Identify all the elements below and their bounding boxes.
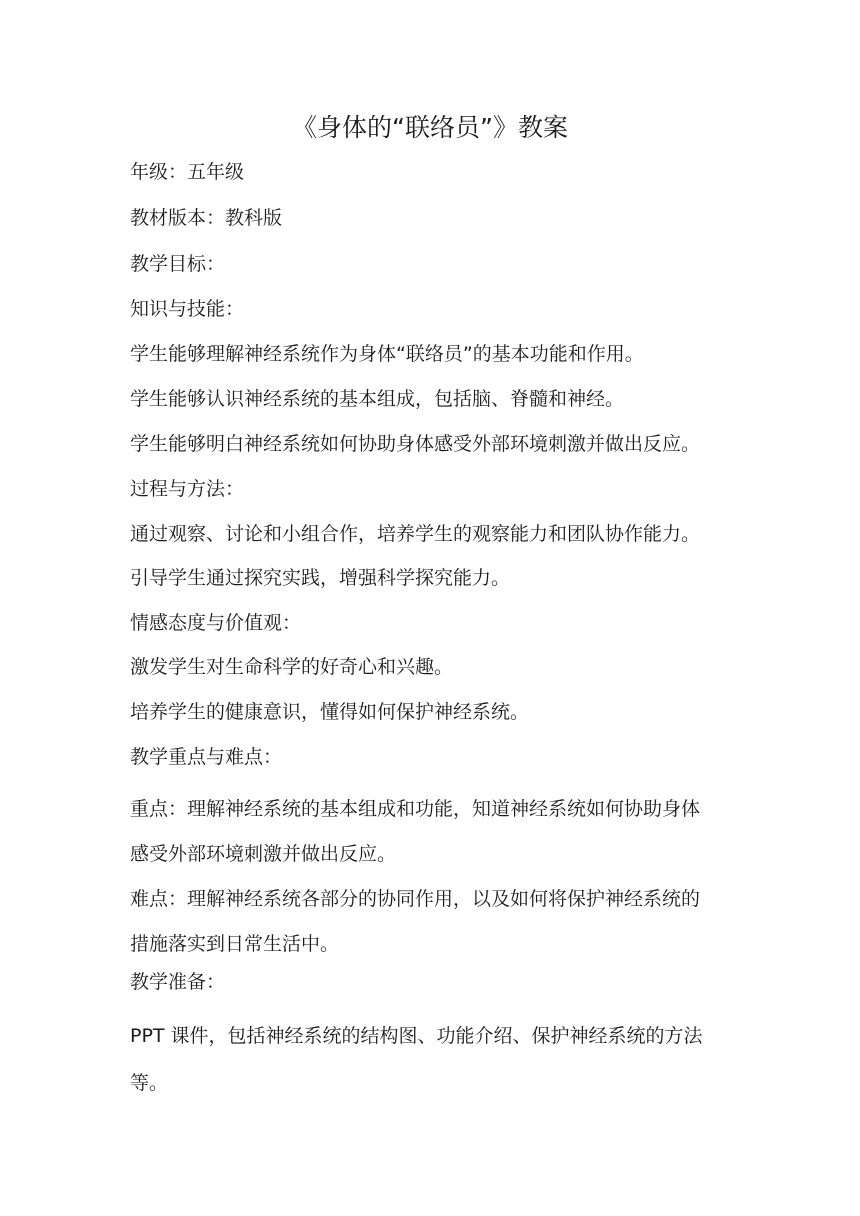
paragraph-line: 过程与方法： bbox=[130, 478, 245, 500]
paragraph-teaching-goals-heading bbox=[130, 249, 740, 279]
paragraph-line: 教学目标： bbox=[130, 253, 226, 275]
paragraph-line: 感受外部环境刺激并做出反应。 bbox=[130, 843, 397, 865]
paragraph-preparation-heading bbox=[130, 967, 740, 997]
document-title: 《身体的“联络员”》教案 bbox=[292, 113, 568, 142]
paragraph-goal-1 bbox=[130, 339, 740, 369]
paragraph-line: PPT 课件，包括神经系统的结构图、功能介绍、保护神经系统的方法 bbox=[130, 1025, 703, 1047]
paragraph-process-1 bbox=[130, 519, 740, 549]
paragraph-difficult-point bbox=[130, 877, 740, 967]
paragraph-process-2 bbox=[130, 563, 740, 593]
paragraph-textbook-version bbox=[130, 203, 740, 233]
paragraph-line: 等。 bbox=[130, 1072, 169, 1094]
paragraph-line: 学生能够认识神经系统的基本组成，包括脑、脊髓和神经。 bbox=[130, 388, 625, 410]
paragraph-line: 年级：五年级 bbox=[130, 161, 245, 183]
paragraph-line: 教学准备： bbox=[130, 971, 226, 993]
paragraph-attitude-1 bbox=[130, 652, 740, 682]
paragraph-line: 情感态度与价值观： bbox=[130, 612, 302, 634]
paragraph-line: 学生能够明白神经系统如何协助身体感受外部环境刺激并做出反应。 bbox=[130, 433, 701, 455]
paragraph-line: 激发学生对生命科学的好奇心和兴趣。 bbox=[130, 656, 454, 678]
paragraph-line: 引导学生通过探究实践，增强科学探究能力。 bbox=[130, 567, 511, 589]
paragraph-preparation-content bbox=[130, 1013, 740, 1107]
paragraph-line: 学生能够理解神经系统作为身体“联络员”的基本功能和作用。 bbox=[130, 343, 644, 365]
paragraph-goal-3 bbox=[130, 429, 740, 459]
paragraph-key-difficult-heading bbox=[130, 742, 740, 772]
paragraph-grade bbox=[130, 157, 740, 187]
paragraph-line: 难点：理解神经系统各部分的协同作用，以及如何将保护神经系统的 bbox=[130, 888, 701, 910]
paragraph-line: 知识与技能： bbox=[130, 298, 245, 320]
paragraph-knowledge-skills-heading bbox=[130, 294, 740, 324]
paragraph-line: 措施落实到日常生活中。 bbox=[130, 933, 340, 955]
paragraph-line: 重点：理解神经系统的基本组成和功能，知道神经系统如何协助身体 bbox=[130, 798, 701, 820]
paragraph-process-method-heading bbox=[130, 474, 740, 504]
paragraph-attitude-heading bbox=[130, 608, 740, 638]
paragraph-attitude-2 bbox=[130, 697, 740, 727]
paragraph-line: 培养学生的健康意识，懂得如何保护神经系统。 bbox=[130, 701, 530, 723]
paragraph-line: 通过观察、讨论和小组合作，培养学生的观察能力和团队协作能力。 bbox=[130, 523, 701, 545]
paragraph-line: 教学重点与难点： bbox=[130, 746, 283, 768]
paragraph-line: 教材版本：教科版 bbox=[130, 207, 283, 229]
paragraph-goal-2 bbox=[130, 384, 740, 414]
paragraph-key-point bbox=[130, 787, 740, 877]
